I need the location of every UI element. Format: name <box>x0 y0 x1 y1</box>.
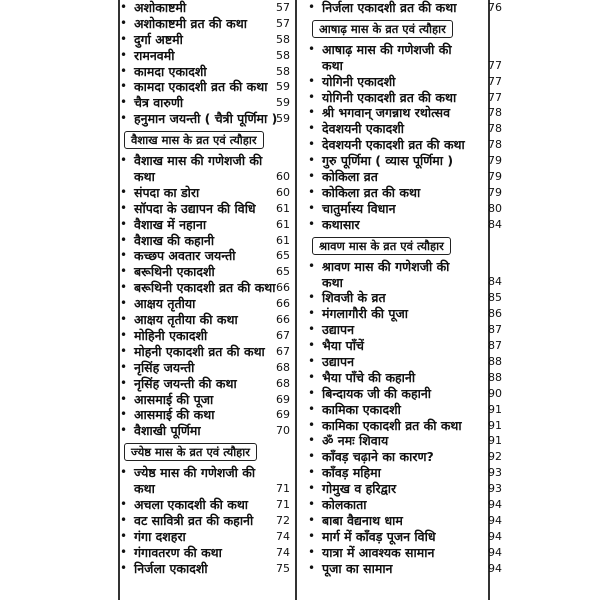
toc-entry[interactable] <box>112 16 290 32</box>
toc-entry-title: ज्येष्ठ मास की गणेशजी की कथा <box>134 465 256 497</box>
toc-entry-page-number: 79 <box>488 154 502 168</box>
toc-entry-page-number: 85 <box>488 291 502 305</box>
bullet-icon: • <box>308 385 316 400</box>
toc-entry-page-number: 91 <box>488 434 502 448</box>
toc-entry-title: गंगा दशहरा <box>134 528 186 544</box>
toc-entry-title: अचला एकादशी की कथा <box>134 496 249 512</box>
bullet-icon: • <box>308 417 316 432</box>
toc-entry-page-number: 57 <box>276 16 290 30</box>
toc-entry-page-number: 87 <box>488 339 502 353</box>
toc-entry-page-number: 68 <box>276 360 290 374</box>
toc-entry-title: मंगलागौरी की पूजा <box>322 306 409 322</box>
toc-entry-page-number: 77 <box>488 74 502 88</box>
toc-entry-page-number: 77 <box>488 58 502 72</box>
toc-entry[interactable] <box>112 64 290 80</box>
toc-entry-page-number: 65 <box>276 265 290 279</box>
toc-entry-page-number: 94 <box>488 497 502 511</box>
toc-entry[interactable] <box>112 312 290 328</box>
bullet-icon: • <box>308 306 316 321</box>
toc-entry-page-number: 87 <box>488 323 502 337</box>
toc-entry-page-number: 59 <box>276 96 290 110</box>
toc-entry-title: बरूथिनी एकादशी व्रत की कथा <box>134 280 276 296</box>
toc-entry-title: आसमाई की पूजा <box>134 391 214 407</box>
bullet-icon: • <box>120 15 128 30</box>
bullet-icon: • <box>308 449 316 464</box>
bullet-icon: • <box>120 407 128 422</box>
toc-entry[interactable] <box>112 264 290 280</box>
bullet-icon: • <box>308 369 316 384</box>
toc-entry-page-number: 67 <box>276 328 290 342</box>
toc-entry-title: सॉपदा के उद्यापन की विधि <box>134 200 256 216</box>
bullet-icon: • <box>120 496 128 511</box>
toc-entry-page-number: 58 <box>276 64 290 78</box>
toc-entry[interactable] <box>112 201 290 217</box>
toc-entry[interactable] <box>112 497 290 513</box>
toc-entry-title: दुर्गा अष्टमी <box>134 31 183 47</box>
toc-entry[interactable] <box>300 417 502 434</box>
column-divider-rule <box>295 0 297 600</box>
toc-entry[interactable] <box>112 360 290 376</box>
toc-entry[interactable] <box>112 392 290 408</box>
section-heading-label: ज्येष्ठ मास के व्रत एवं त्यौहार <box>124 443 257 461</box>
toc-entry[interactable] <box>300 73 502 90</box>
toc-entry-title: कामदा एकादशी व्रत की कथा <box>134 79 268 95</box>
toc-entry-page-number: 92 <box>488 450 502 464</box>
toc-entry-title: नृसिंह जयन्ती की कथा <box>134 375 237 391</box>
toc-entry[interactable] <box>112 328 290 344</box>
section-heading-label: आषाढ़ मास के व्रत एवं त्यौहार <box>312 20 453 38</box>
toc-entry[interactable] <box>300 306 502 322</box>
toc-entry-title: कामदा एकादशी <box>134 63 207 79</box>
section-heading-label: वैशाख मास के व्रत एवं त्यौहार <box>124 131 264 149</box>
toc-entry-page-number: 79 <box>488 170 502 184</box>
bullet-icon: • <box>308 401 316 416</box>
toc-entry-page-number: 71 <box>276 497 290 511</box>
toc-entry[interactable] <box>300 184 502 201</box>
bullet-icon: • <box>120 248 128 263</box>
toc-entry-title: चैत्र वारुणी <box>134 95 184 111</box>
toc-entry-page-number: 86 <box>488 307 502 321</box>
toc-entry[interactable] <box>112 280 290 296</box>
toc-entry[interactable] <box>300 216 502 233</box>
toc-entry-title: ॐ नमः शिवाय <box>322 433 389 449</box>
toc-entry-page-number: 60 <box>276 170 290 184</box>
toc-entry[interactable] <box>300 496 502 513</box>
bullet-icon: • <box>120 359 128 374</box>
toc-entry-title: आसमाई की कथा <box>134 407 215 423</box>
toc-entry-page-number: 67 <box>276 344 290 358</box>
toc-entry-title: योगिनी एकादशी व्रत की कथा <box>322 89 457 105</box>
toc-entry-page-number: 58 <box>276 48 290 62</box>
bullet-icon: • <box>308 216 316 231</box>
toc-entry[interactable] <box>300 89 502 106</box>
toc-entry-title: श्री भगवान् जगन्नाथ रथोत्सव <box>322 105 451 121</box>
toc-entry[interactable] <box>112 217 290 233</box>
bullet-icon: • <box>120 31 128 46</box>
toc-entry-title: नृसिंह जयन्ती <box>134 359 195 375</box>
section-heading <box>112 441 290 463</box>
toc-entry-page-number: 59 <box>276 112 290 126</box>
toc-entry-title: कामिका एकादशी <box>322 401 401 417</box>
toc-entry-title: गोमुख व हरिद्वार <box>322 481 397 497</box>
bullet-icon: • <box>308 353 316 368</box>
toc-entry-page-number: 91 <box>488 402 502 416</box>
toc-entry-page-number: 88 <box>488 370 502 384</box>
toc-entry-title: देवशयनी एकादशी <box>322 121 404 137</box>
bullet-icon: • <box>120 312 128 327</box>
toc-entry-title: आक्षय तृतीया <box>134 296 196 312</box>
toc-entry-page-number: 69 <box>276 392 290 406</box>
toc-entry-page-number: 70 <box>276 424 290 438</box>
toc-entry-title: कथासार <box>322 216 360 232</box>
bullet-icon: • <box>120 95 128 110</box>
toc-entry-page-number: 93 <box>488 466 502 480</box>
bullet-icon: • <box>120 375 128 390</box>
toc-entry-title: वैशाख में नहाना <box>134 216 207 232</box>
toc-entry-page-number: 74 <box>276 529 290 543</box>
toc-entry[interactable] <box>112 529 290 545</box>
toc-entry-page-number: 61 <box>276 233 290 247</box>
bullet-icon: • <box>308 121 316 136</box>
toc-entry[interactable] <box>112 513 290 529</box>
bullet-icon: • <box>308 41 316 56</box>
toc-entry-title: काँवड़ महिमा <box>322 465 381 481</box>
toc-entry[interactable] <box>300 544 502 561</box>
toc-entry-page-number: 94 <box>488 545 502 559</box>
toc-entry-page-number: 74 <box>276 545 290 559</box>
bullet-icon: • <box>120 153 128 168</box>
toc-entry-title: काँवड़ चढ़ाने का कारण? <box>322 449 434 465</box>
bullet-icon: • <box>120 296 128 311</box>
toc-entry-page-number: 60 <box>276 185 290 199</box>
toc-entry-title: वैशाख की कहानी <box>134 232 215 248</box>
toc-entry[interactable] <box>300 338 502 354</box>
toc-entry-title: उद्यापन <box>322 353 355 369</box>
bullet-icon: • <box>308 544 316 559</box>
toc-entry[interactable] <box>112 465 290 497</box>
toc-entry-title: मोहिनी एकादशी <box>134 327 208 343</box>
toc-entry[interactable] <box>300 169 502 185</box>
bullet-icon: • <box>120 544 128 559</box>
toc-entry-title: भैया पाँचें <box>322 338 364 354</box>
bullet-icon: • <box>308 481 316 496</box>
toc-entry[interactable] <box>112 111 290 127</box>
toc-entry-title: गुरु पूर्णिमा ( व्यास पूर्णिमा ) <box>322 153 454 169</box>
toc-entry-page-number: 71 <box>276 482 290 496</box>
toc-entry-title: वैशाख मास की गणेशजी की कथा <box>134 153 263 185</box>
bullet-icon: • <box>308 169 316 184</box>
toc-entry[interactable] <box>300 369 502 386</box>
toc-left-column <box>112 0 290 576</box>
toc-entry-page-number: 57 <box>276 1 290 14</box>
toc-entry-page-number: 79 <box>488 185 502 199</box>
toc-entry-title: भैया पाँचे की कहानी <box>322 369 416 385</box>
bullet-icon: • <box>120 47 128 62</box>
toc-entry[interactable] <box>300 290 502 306</box>
toc-entry[interactable] <box>112 0 290 16</box>
toc-entry[interactable] <box>300 465 502 481</box>
toc-entry-title: बिन्दायक जी की कहानी <box>322 385 432 401</box>
toc-entry-page-number: 66 <box>276 281 290 295</box>
toc-entry-page-number: 69 <box>276 408 290 422</box>
toc-entry[interactable] <box>112 407 290 423</box>
bullet-icon: • <box>120 512 128 527</box>
bullet-icon: • <box>120 79 128 94</box>
toc-entry-page-number: 66 <box>276 313 290 327</box>
toc-entry[interactable] <box>300 41 502 74</box>
toc-entry-title: निर्जला एकादशी <box>134 560 208 576</box>
toc-entry[interactable] <box>300 449 502 465</box>
toc-entry-page-number: 78 <box>488 106 502 120</box>
toc-entry-title: आषाढ़ मास की गणेशजी की कथा <box>322 41 452 73</box>
toc-entry[interactable] <box>112 153 290 185</box>
bullet-icon: • <box>120 111 128 126</box>
toc-entry[interactable] <box>300 153 502 169</box>
toc-entry-title: अशोकाष्टमी <box>134 0 187 15</box>
section-heading-label: श्रावण मास के व्रत एवं त्यौहार <box>312 237 451 255</box>
toc-right-column <box>300 0 502 576</box>
toc-entry-page-number: 94 <box>488 561 502 575</box>
toc-entry-title: संपदा का डोरा <box>134 184 200 200</box>
toc-entry-page-number: 84 <box>488 217 502 231</box>
toc-entry[interactable] <box>300 121 502 137</box>
toc-entry[interactable] <box>300 560 502 577</box>
toc-entry-title: बरूथिनी एकादशी <box>134 264 215 280</box>
toc-entry-page-number: 75 <box>276 561 290 575</box>
bullet-icon: • <box>308 137 316 152</box>
toc-entry-title: यात्रा में आवश्यक सामान <box>322 544 435 560</box>
toc-entry-title: पूजा का सामान <box>322 560 393 576</box>
toc-entry-page-number: 84 <box>488 275 502 289</box>
bullet-icon: • <box>308 0 316 14</box>
toc-entry-page-number: 61 <box>276 217 290 231</box>
bullet-icon: • <box>308 153 316 168</box>
toc-entry-title: वैशाखी पूर्णिमा <box>134 423 201 439</box>
toc-entry-title: बाबा वैद्यनाथ धाम <box>322 512 403 528</box>
bullet-icon: • <box>120 264 128 279</box>
toc-entry[interactable] <box>300 528 502 545</box>
toc-entry-page-number: 93 <box>488 482 502 496</box>
toc-entry-title: अशोकाष्टमी व्रत की कथा <box>134 15 247 31</box>
bullet-icon: • <box>120 327 128 342</box>
toc-entry-title: कोकिला व्रत <box>322 169 378 185</box>
toc-entry-page-number: 72 <box>276 513 290 527</box>
bullet-icon: • <box>308 433 316 448</box>
bullet-icon: • <box>308 73 316 88</box>
toc-entry-page-number: 94 <box>488 513 502 527</box>
toc-entry[interactable] <box>112 248 290 264</box>
bullet-icon: • <box>308 560 316 575</box>
toc-entry[interactable] <box>112 344 290 360</box>
bullet-icon: • <box>120 560 128 575</box>
toc-entry-page-number: 68 <box>276 376 290 390</box>
toc-entry[interactable] <box>112 296 290 312</box>
toc-entry-page-number: 61 <box>276 201 290 215</box>
bullet-icon: • <box>308 200 316 215</box>
toc-entry-page-number: 94 <box>488 529 502 543</box>
toc-entry-title: देवशयनी एकादशी व्रत की कथा <box>322 137 465 153</box>
toc-entry[interactable] <box>300 137 502 153</box>
section-heading <box>300 235 488 257</box>
toc-entry[interactable] <box>112 79 290 95</box>
bullet-icon: • <box>308 290 316 305</box>
bullet-icon: • <box>120 232 128 247</box>
bullet-icon: • <box>120 528 128 543</box>
toc-entry-page-number: 88 <box>488 354 502 368</box>
toc-entry-page-number: 77 <box>488 90 502 104</box>
toc-entry[interactable] <box>112 48 290 64</box>
bullet-icon: • <box>120 280 128 295</box>
toc-entry-page-number: 66 <box>276 297 290 311</box>
toc-entry-title: शिवजी के व्रत <box>322 290 386 306</box>
toc-entry[interactable] <box>300 433 502 449</box>
toc-entry[interactable] <box>300 322 502 338</box>
bullet-icon: • <box>120 184 128 199</box>
bullet-icon: • <box>120 391 128 406</box>
toc-entry[interactable] <box>300 258 502 291</box>
toc-entry-title: चातुर्मास्य विधान <box>322 200 396 216</box>
toc-entry-title: मार्ग में काँवड़ पूजन विधि <box>322 528 436 544</box>
bullet-icon: • <box>308 338 316 353</box>
toc-entry-page-number: 78 <box>488 122 502 136</box>
section-heading <box>112 129 290 151</box>
bullet-icon: • <box>308 105 316 120</box>
toc-entry-page-number: 76 <box>488 1 502 14</box>
toc-entry-title: कामिका एकादशी व्रत की कथा <box>322 417 462 433</box>
bullet-icon: • <box>120 200 128 215</box>
toc-entry-title: श्रावण मास की गणेशजी की कथा <box>322 258 450 290</box>
toc-entry-title: वट सावित्री व्रत की कहानी <box>134 512 254 528</box>
toc-entry-title: मोहनी एकादशी व्रत की कथा <box>134 343 265 359</box>
bullet-icon: • <box>120 465 128 480</box>
toc-entry-page-number: 58 <box>276 32 290 46</box>
toc-entry-title: गंगावतरण की कथा <box>134 544 222 560</box>
bullet-icon: • <box>308 322 316 337</box>
toc-entry[interactable] <box>300 512 502 529</box>
toc-entry[interactable] <box>300 385 502 402</box>
bullet-icon: • <box>308 465 316 480</box>
toc-entry-title: कच्छप अवतार जयन्ती <box>134 248 236 264</box>
toc-entry-title: कोकिला व्रत की कथा <box>322 184 421 200</box>
bullet-icon: • <box>308 528 316 543</box>
toc-entry[interactable] <box>300 401 502 418</box>
toc-entry[interactable] <box>300 200 502 217</box>
bullet-icon: • <box>308 89 316 104</box>
toc-entry-page-number: 80 <box>488 201 502 215</box>
toc-entry[interactable] <box>300 0 502 16</box>
toc-entry[interactable] <box>112 545 290 561</box>
toc-entry-title: रामनवमी <box>134 47 175 63</box>
bullet-icon: • <box>120 63 128 78</box>
toc-entry[interactable] <box>112 95 290 111</box>
bullet-icon: • <box>120 343 128 358</box>
toc-entry[interactable] <box>112 185 290 201</box>
toc-entry[interactable] <box>112 233 290 249</box>
toc-entry-page-number: 78 <box>488 138 502 152</box>
toc-entry-title: योगिनी एकादशी <box>322 73 396 89</box>
toc-entry-page-number: 90 <box>488 386 502 400</box>
toc-entry-page-number: 91 <box>488 418 502 432</box>
toc-entry[interactable] <box>300 481 502 497</box>
toc-entry-title: निर्जला एकादशी व्रत की कथा <box>322 0 457 15</box>
toc-entry-page-number: 59 <box>276 80 290 94</box>
toc-entry-title: आक्षय तृतीया की कथा <box>134 312 238 328</box>
bullet-icon: • <box>120 423 128 438</box>
bullet-icon: • <box>120 0 128 14</box>
bullet-icon: • <box>308 184 316 199</box>
toc-entry[interactable] <box>300 105 502 121</box>
toc-entry-title: कोलकाता <box>322 496 367 512</box>
toc-entry[interactable] <box>112 32 290 48</box>
bullet-icon: • <box>308 496 316 511</box>
bullet-icon: • <box>120 216 128 231</box>
toc-entry-title: हनुमान जयन्ती ( चैत्री पूर्णिमा ) <box>134 111 278 127</box>
toc-entry-title: उद्यापन <box>322 322 355 338</box>
bullet-icon: • <box>308 258 316 273</box>
toc-entry[interactable] <box>300 353 502 370</box>
toc-entry[interactable] <box>112 376 290 392</box>
bullet-icon: • <box>308 512 316 527</box>
toc-entry[interactable] <box>112 561 290 577</box>
toc-entry-page-number: 65 <box>276 249 290 263</box>
section-heading <box>300 18 488 40</box>
toc-entry[interactable] <box>112 423 290 439</box>
